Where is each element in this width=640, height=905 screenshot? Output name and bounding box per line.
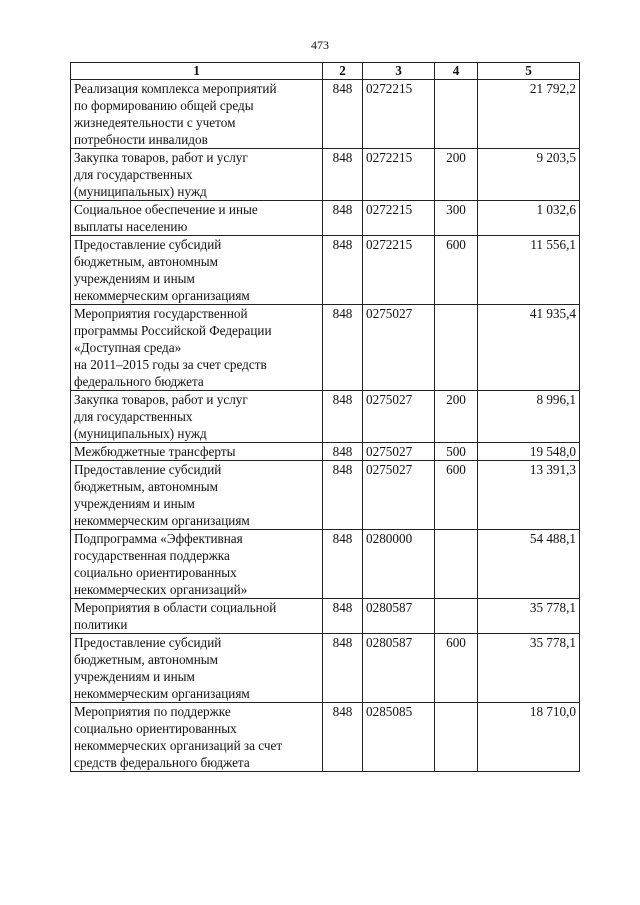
row-name — [71, 634, 323, 703]
row-target-article — [363, 391, 435, 443]
row-grbs-code — [323, 634, 363, 703]
row-expense-type — [435, 443, 478, 461]
row-amount — [478, 703, 580, 772]
row-grbs-code-text: 848 — [332, 531, 353, 546]
row-name-text: Межбюджетные трансферты — [74, 444, 236, 459]
table-row — [71, 634, 580, 703]
row-expense-type — [435, 391, 478, 443]
row-amount — [478, 201, 580, 236]
row-name — [71, 530, 323, 599]
row-name — [71, 236, 323, 305]
row-amount — [478, 149, 580, 201]
row-name-text: Социальное обеспечение и иные выплаты населению — [74, 202, 258, 234]
row-name-text: Предоставление субсидий бюджетным, автономным учреждениям и иным некоммерческим организациям — [74, 237, 250, 303]
row-amount — [478, 443, 580, 461]
row-name — [71, 599, 323, 634]
row-target-article — [363, 149, 435, 201]
row-amount-text: 21 792,2 — [529, 81, 576, 96]
header-col-5: 5 — [478, 63, 580, 80]
row-target-article-text: 0275027 — [366, 462, 413, 477]
header-col-3: 3 — [363, 63, 435, 80]
row-target-article — [363, 599, 435, 634]
table-row — [71, 80, 580, 149]
row-amount — [478, 461, 580, 530]
row-name-text: Мероприятия государственной программы Российской Федерации «Доступная среда» на 2011–2015 годы за счет средств федерального бюджета — [74, 306, 272, 389]
row-amount-text: 41 935,4 — [529, 306, 576, 321]
row-grbs-code — [323, 443, 363, 461]
table-row — [71, 599, 580, 634]
row-grbs-code-text: 848 — [332, 150, 353, 165]
table-row — [71, 703, 580, 772]
row-grbs-code-text: 848 — [332, 704, 353, 719]
header-col-4: 4 — [435, 63, 478, 80]
row-expense-type-text: 200 — [446, 392, 466, 407]
row-name — [71, 149, 323, 201]
row-expense-type — [435, 634, 478, 703]
row-amount-text: 8 996,1 — [536, 392, 576, 407]
row-target-article-text: 0272215 — [366, 237, 413, 252]
row-name-text: Подпрограмма «Эффективная государственная поддержка социально ориентированных некоммерческих организаций» — [74, 531, 248, 597]
row-name — [71, 703, 323, 772]
row-grbs-code-text: 848 — [332, 392, 353, 407]
row-target-article — [363, 634, 435, 703]
row-name-text: Закупка товаров, работ и услуг для государственных (муниципальных) нужд — [74, 150, 248, 199]
row-amount-text: 11 556,1 — [530, 237, 576, 252]
row-name-text: Мероприятия по поддержке социально ориентированных некоммерческих организаций за счет средств федерального бюджета — [74, 704, 283, 770]
row-target-article-text: 0275027 — [366, 392, 413, 407]
table-row — [71, 461, 580, 530]
row-grbs-code — [323, 391, 363, 443]
row-expense-type-text: 600 — [446, 462, 466, 477]
row-target-article — [363, 80, 435, 149]
row-amount — [478, 305, 580, 391]
row-grbs-code-text: 848 — [332, 600, 353, 615]
row-target-article — [363, 461, 435, 530]
row-target-article-text: 0280587 — [366, 600, 413, 615]
row-name-text: Предоставление субсидий бюджетным, автономным учреждениям и иным некоммерческим организациям — [74, 635, 250, 701]
row-grbs-code-text: 848 — [332, 635, 353, 650]
row-name-text: Закупка товаров, работ и услуг для государственных (муниципальных) нужд — [74, 392, 248, 441]
header-col-2: 2 — [323, 63, 363, 80]
row-name — [71, 443, 323, 461]
row-expense-type — [435, 530, 478, 599]
row-grbs-code-text: 848 — [332, 306, 353, 321]
row-amount-text: 19 548,0 — [529, 444, 576, 459]
row-target-article — [363, 305, 435, 391]
row-target-article — [363, 201, 435, 236]
row-grbs-code-text: 848 — [332, 237, 353, 252]
row-amount — [478, 391, 580, 443]
row-expense-type — [435, 461, 478, 530]
row-grbs-code — [323, 703, 363, 772]
row-target-article-text: 0272215 — [366, 81, 413, 96]
row-target-article-text: 0285085 — [366, 704, 413, 719]
row-expense-type — [435, 80, 478, 149]
table-row — [71, 443, 580, 461]
row-grbs-code — [323, 599, 363, 634]
row-expense-type-text: 300 — [446, 202, 466, 217]
row-amount-text: 18 710,0 — [529, 704, 576, 719]
table-header — [71, 63, 580, 80]
row-amount — [478, 599, 580, 634]
row-grbs-code-text: 848 — [332, 81, 353, 96]
row-target-article — [363, 236, 435, 305]
row-amount-text: 9 203,5 — [536, 150, 576, 165]
page-number: 473 — [311, 38, 329, 52]
row-amount-text: 35 778,1 — [529, 635, 576, 650]
row-expense-type-text: 600 — [446, 635, 466, 650]
row-expense-type — [435, 305, 478, 391]
row-grbs-code — [323, 201, 363, 236]
row-grbs-code — [323, 530, 363, 599]
table-row — [71, 149, 580, 201]
table-row — [71, 530, 580, 599]
row-target-article-text: 0272215 — [366, 150, 413, 165]
row-name — [71, 201, 323, 236]
row-name-text: Реализация комплекса мероприятий по формированию общей среды жизнедеятельности с учетом потребности инвалидов — [74, 81, 277, 147]
header-row — [71, 63, 580, 80]
row-amount — [478, 530, 580, 599]
row-amount-text: 13 391,3 — [529, 462, 576, 477]
row-grbs-code-text: 848 — [332, 444, 353, 459]
header-col-1: 1 — [71, 63, 323, 80]
row-amount — [478, 634, 580, 703]
row-grbs-code-text: 848 — [332, 202, 353, 217]
row-expense-type — [435, 703, 478, 772]
row-expense-type-text: 500 — [446, 444, 466, 459]
row-target-article-text: 0280000 — [366, 531, 413, 546]
row-expense-type — [435, 599, 478, 634]
row-name — [71, 391, 323, 443]
row-expense-type — [435, 149, 478, 201]
row-target-article-text: 0275027 — [366, 306, 413, 321]
row-amount-text: 1 032,6 — [536, 202, 576, 217]
table-body — [71, 80, 580, 772]
row-grbs-code-text: 848 — [332, 462, 353, 477]
table-row — [71, 305, 580, 391]
row-expense-type — [435, 201, 478, 236]
row-amount-text: 35 778,1 — [529, 600, 576, 615]
row-name-text: Мероприятия в области социальной политики — [74, 600, 277, 632]
row-amount-text: 54 488,1 — [529, 531, 576, 546]
row-name — [71, 461, 323, 530]
row-grbs-code — [323, 80, 363, 149]
row-grbs-code — [323, 461, 363, 530]
row-expense-type-text: 600 — [446, 237, 466, 252]
table-row — [71, 201, 580, 236]
row-amount — [478, 236, 580, 305]
row-amount — [478, 80, 580, 149]
row-expense-type — [435, 236, 478, 305]
row-expense-type-text: 200 — [446, 150, 466, 165]
row-target-article — [363, 443, 435, 461]
row-target-article — [363, 703, 435, 772]
budget-table — [70, 62, 580, 772]
row-target-article-text: 0275027 — [366, 444, 413, 459]
row-target-article-text: 0280587 — [366, 635, 413, 650]
table-row — [71, 236, 580, 305]
table-row — [71, 391, 580, 443]
row-target-article — [363, 530, 435, 599]
row-grbs-code — [323, 149, 363, 201]
row-target-article-text: 0272215 — [366, 202, 413, 217]
row-name — [71, 305, 323, 391]
row-name — [71, 80, 323, 149]
row-name-text: Предоставление субсидий бюджетным, автономным учреждениям и иным некоммерческим организациям — [74, 462, 250, 528]
row-grbs-code — [323, 305, 363, 391]
row-grbs-code — [323, 236, 363, 305]
